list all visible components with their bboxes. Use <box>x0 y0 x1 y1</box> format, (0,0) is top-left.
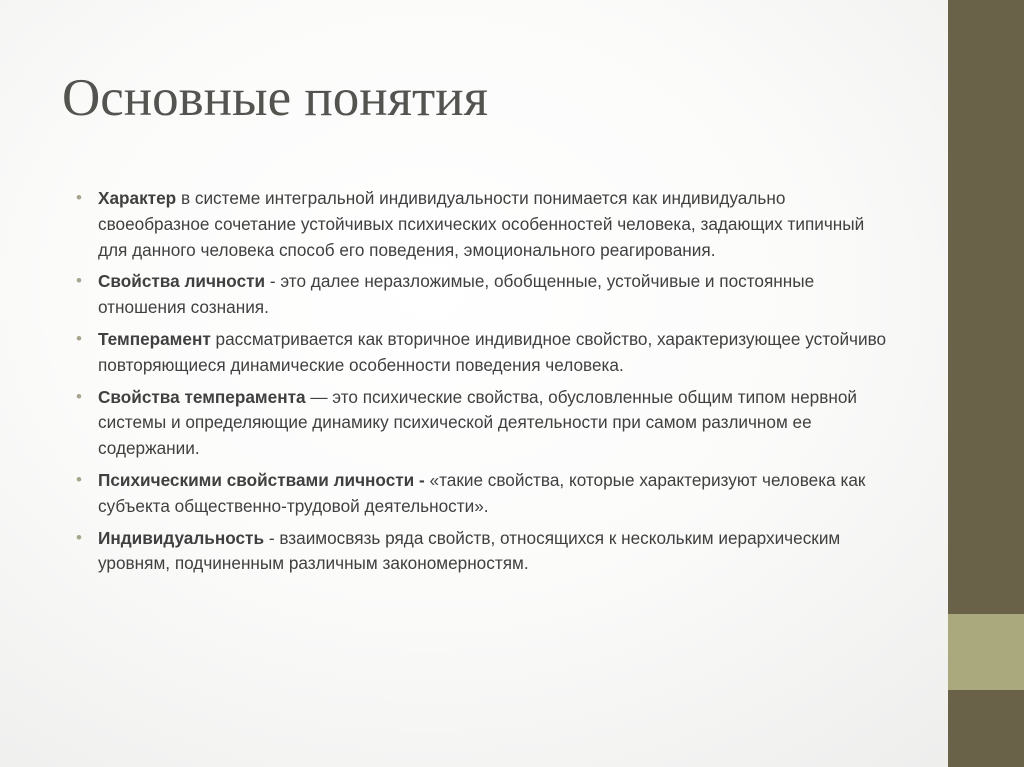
bullet-icon: • <box>76 328 82 348</box>
bullet-text: рассматривается как вторичное индивидное свойство, характеризующее устойчиво повторяющиеся динамические особенности поведения человека. <box>98 328 887 375</box>
bullet-text: в системе интегральной индивидуальности понимается как индивидуально своеобразное сочетание устойчивых психических особенностей человека, задающих типичный для данного человека способ его поведения, эмоционального реагирования. <box>98 188 865 260</box>
bullet-icon: • <box>76 188 82 207</box>
bullet-icon: • <box>76 386 82 406</box>
bullet-item-personality-traits <box>76 269 898 321</box>
slide-title: Основные понятия <box>62 69 488 127</box>
bullet-item-temperament <box>76 327 898 379</box>
bullet-term: Психическими свойствами личности - <box>98 469 425 490</box>
bullet-term: Индивидуальность <box>98 527 265 548</box>
bullet-term: Темперамент <box>98 328 211 349</box>
bullet-term: Характер <box>98 188 177 208</box>
bullet-item-temperament-traits <box>76 385 898 462</box>
bullet-icon: • <box>76 271 82 291</box>
bullet-term: Свойства темперамента <box>98 386 306 407</box>
bullet-text: - это далее неразложимые, обобщенные, устойчивые и постоянные отношения сознания. <box>98 271 815 318</box>
bullet-item-character <box>76 186 898 263</box>
bullet-text: — это психические свойства, обусловленные общим типом нервной системы и определяющие динамику психической деятельности при самом различном ее содержании. <box>98 386 858 459</box>
sidebar-top-band <box>948 0 1024 614</box>
bullet-icon: • <box>76 469 82 489</box>
bullet-text: - взаимосвязь ряда свойств, относящихся к нескольким иерархическим уровням, подчиненным различным закономерностям. <box>98 527 841 574</box>
decorative-sidebar <box>948 0 1024 767</box>
sidebar-accent-band <box>948 614 1024 690</box>
bullet-icon: • <box>76 527 82 547</box>
sidebar-bottom-band <box>948 690 1024 767</box>
bullet-text: «такие свойства, которые характеризуют человека как субъекта общественно-трудовой деятельности». <box>98 469 866 516</box>
bullet-item-individuality <box>76 526 898 578</box>
bullet-term: Свойства личности <box>98 271 266 292</box>
bullet-item-mental-traits <box>76 468 898 520</box>
bullet-list <box>76 186 898 583</box>
